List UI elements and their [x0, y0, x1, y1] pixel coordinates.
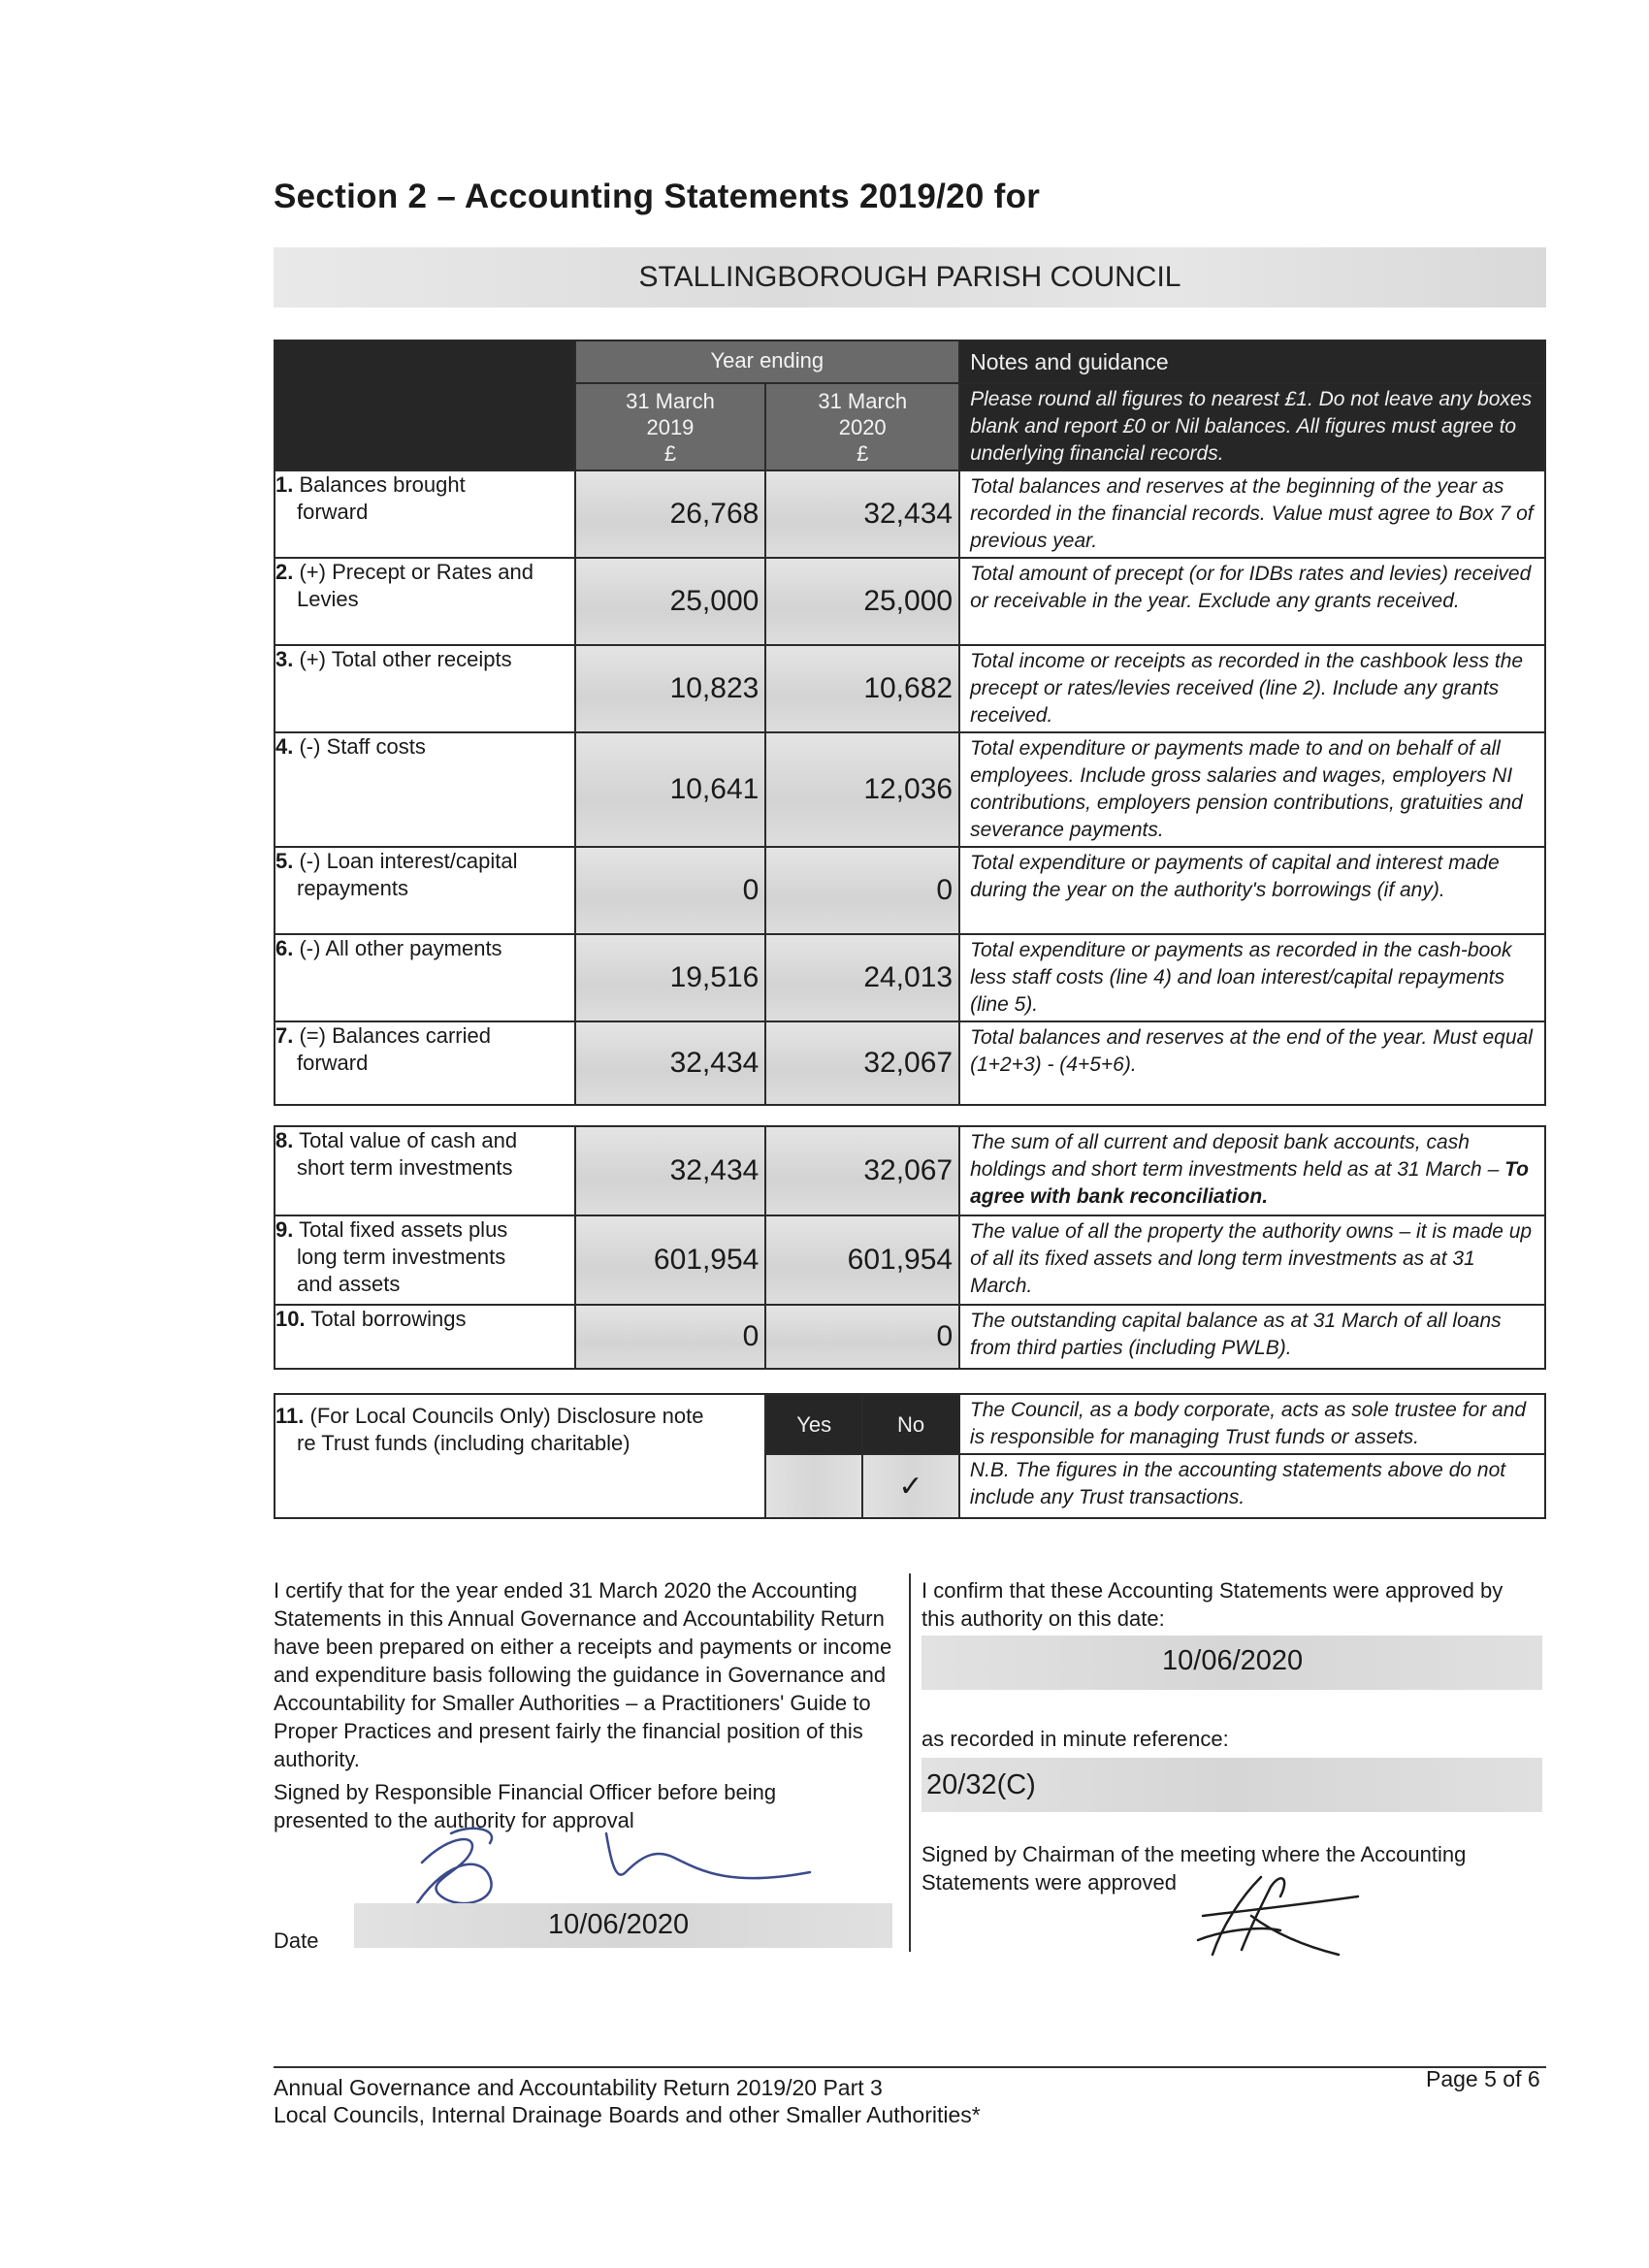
minute-reference-value: 20/32(C) [926, 1769, 1036, 1800]
row-label: 8. Total value of cash and short term investments [275, 1126, 575, 1215]
value-2019: 10,641 [575, 732, 766, 847]
row-note: Total income or receipts as recorded in the cashbook less the precept or rates/levies received (line 2). Include any grants received. [959, 645, 1545, 732]
value-2020: 32,067 [765, 1021, 959, 1105]
footer-line-2: Local Councils, Internal Drainage Boards and other Smaller Authorities* [274, 2102, 981, 2127]
row-label: 7. (=) Balances carried forward [275, 1021, 575, 1105]
row-note: Total amount of precept (or for IDBs rates and levies) received or receivable in the year. Exclude any grants received. [959, 558, 1545, 645]
table-row [275, 732, 1545, 847]
accounting-statements-table [274, 340, 1546, 1106]
page-number: Page 5 of 6 [1426, 2066, 1540, 2091]
value-2019: 0 [575, 847, 766, 934]
value-2019: 10,823 [575, 645, 766, 732]
col-2020-header: 31 March 2020 £ [765, 383, 959, 470]
column-divider [909, 1573, 911, 1952]
rfo-signed-by: Signed by Responsible Financial Officer before being presented to the authority for approval [274, 1780, 777, 1832]
row-note: The sum of all current and deposit bank accounts, cash holdings and short term investments held as at 31 March – To agree with bank reconciliation. [959, 1126, 1545, 1215]
value-2020: 32,434 [765, 470, 959, 558]
council-name: STALLINGBOROUGH PARISH COUNCIL [274, 247, 1546, 308]
value-2020: 12,036 [765, 732, 959, 847]
approval-date-field [922, 1636, 1542, 1690]
footer-rule [274, 2066, 1546, 2068]
trust-note-nb: N.B. The figures in the accounting statements above do not include any Trust transactions. [959, 1454, 1545, 1518]
row-label: 5. (-) Loan interest/capital repayments [275, 847, 575, 934]
minute-reference-field [922, 1758, 1542, 1812]
table-row [275, 1021, 1545, 1105]
value-2020: 32,067 [765, 1126, 959, 1215]
trust-note: The Council, as a body corporate, acts as sole trustee for and is responsible for managing Trust funds or assets. [959, 1394, 1545, 1454]
trust-funds-table [274, 1393, 1546, 1519]
footer-line-1: Annual Governance and Accountability Return 2019/20 Part 3 [274, 2075, 883, 2100]
row-note: The outstanding capital balance as at 31 March of all loans from third parties (including PWLB). [959, 1305, 1545, 1369]
approval-date-value: 10/06/2020 [1162, 1645, 1304, 1676]
row-label: 9. Total fixed assets plus long term investments and assets [275, 1215, 575, 1305]
row-label: 3. (+) Total other receipts [275, 645, 575, 732]
no-checkbox[interactable]: ✓ [862, 1454, 959, 1518]
value-2019: 32,434 [575, 1021, 766, 1105]
rfo-date-field [354, 1903, 892, 1948]
value-2020: 0 [765, 1305, 959, 1369]
value-2019: 32,434 [575, 1126, 766, 1215]
value-2020: 0 [765, 847, 959, 934]
value-2019: 601,954 [575, 1215, 766, 1305]
date-label: Date [274, 1928, 319, 1953]
notes-guidance-header: Notes and guidance [959, 340, 1545, 383]
table-row [275, 1215, 1545, 1305]
value-2019: 19,516 [575, 934, 766, 1021]
row-label: 4. (-) Staff costs [275, 732, 575, 847]
header-blank-cell [275, 340, 575, 470]
row-note: Total expenditure or payments of capital and interest made during the year on the authority's borrowings (if any). [959, 847, 1545, 934]
row-note: The value of all the property the authority owns – it is made up of all its fixed assets and long term investments as at 31 March. [959, 1215, 1545, 1305]
row-label: 11. (For Local Councils Only) Disclosure note re Trust funds (including charitable) [275, 1394, 765, 1518]
rfo-certification: I certify that for the year ended 31 March 2020 the Accounting Statements in this Annual Governance and Accountability Return have been prepared on either a receipts and payments or income and expenditure basis following the guidance in Governance and Accountability for Smaller Authorities – a Practitioners' Guide to Proper Practices and present fairly the financial position of this authority. [274, 1578, 892, 1771]
value-2020: 25,000 [765, 558, 959, 645]
rfo-date-value: 10/06/2020 [548, 1909, 690, 1940]
chairman-signed-by: Signed by Chairman of the meeting where the Accounting Statements were approved [922, 1842, 1467, 1895]
row-label: 1. Balances brought forward [275, 470, 575, 558]
value-2020: 10,682 [765, 645, 959, 732]
yes-header: Yes [765, 1394, 862, 1454]
table-row [275, 1126, 1545, 1215]
year-ending-header: Year ending [575, 340, 960, 383]
value-2019: 0 [575, 1305, 766, 1369]
row-label: 10. Total borrowings [275, 1305, 575, 1369]
minute-reference-label: as recorded in minute reference: [922, 1727, 1229, 1751]
yes-checkbox[interactable] [765, 1454, 862, 1518]
no-header: No [862, 1394, 959, 1454]
chairman-signature [1183, 1858, 1377, 1964]
table-row [275, 847, 1545, 934]
row-label: 6. (-) All other payments [275, 934, 575, 1021]
table-row [275, 1305, 1545, 1369]
row-note: Total expenditure or payments made to and on behalf of all employees. Include gross salaries and wages, employers NI contributions, employers pension contributions, gratuities and severance payments. [959, 732, 1545, 847]
table-row [275, 470, 1545, 558]
table-row [275, 645, 1545, 732]
col-2019-header: 31 March 2019 £ [575, 383, 766, 470]
row-label: 2. (+) Precept or Rates and Levies [275, 558, 575, 645]
page-title: Section 2 – Accounting Statements 2019/20 for [274, 178, 1041, 215]
approval-confirmation: I confirm that these Accounting Statements were approved by this authority on this date: [922, 1578, 1504, 1631]
value-2019: 25,000 [575, 558, 766, 645]
value-2020: 601,954 [765, 1215, 959, 1305]
value-2020: 24,013 [765, 934, 959, 1021]
value-2019: 26,768 [575, 470, 766, 558]
table-row [275, 558, 1545, 645]
row-note: Total balances and reserves at the beginning of the year as recorded in the financial records. Value must agree to Box 7 of previous year. [959, 470, 1545, 558]
table-row [275, 934, 1545, 1021]
row-note: Total expenditure or payments as recorded in the cash-book less staff costs (line 4) and loan interest/capital repayments (line 5). [959, 934, 1545, 1021]
notes-guidance-text: Please round all figures to nearest £1. Do not leave any boxes blank and report £0 or Nil balances. All figures must agree to underlying financial records. [959, 383, 1545, 470]
footer-text [274, 2074, 981, 2128]
balances-table [274, 1125, 1546, 1370]
row-note: Total balances and reserves at the end of the year. Must equal (1+2+3) - (4+5+6). [959, 1021, 1545, 1105]
